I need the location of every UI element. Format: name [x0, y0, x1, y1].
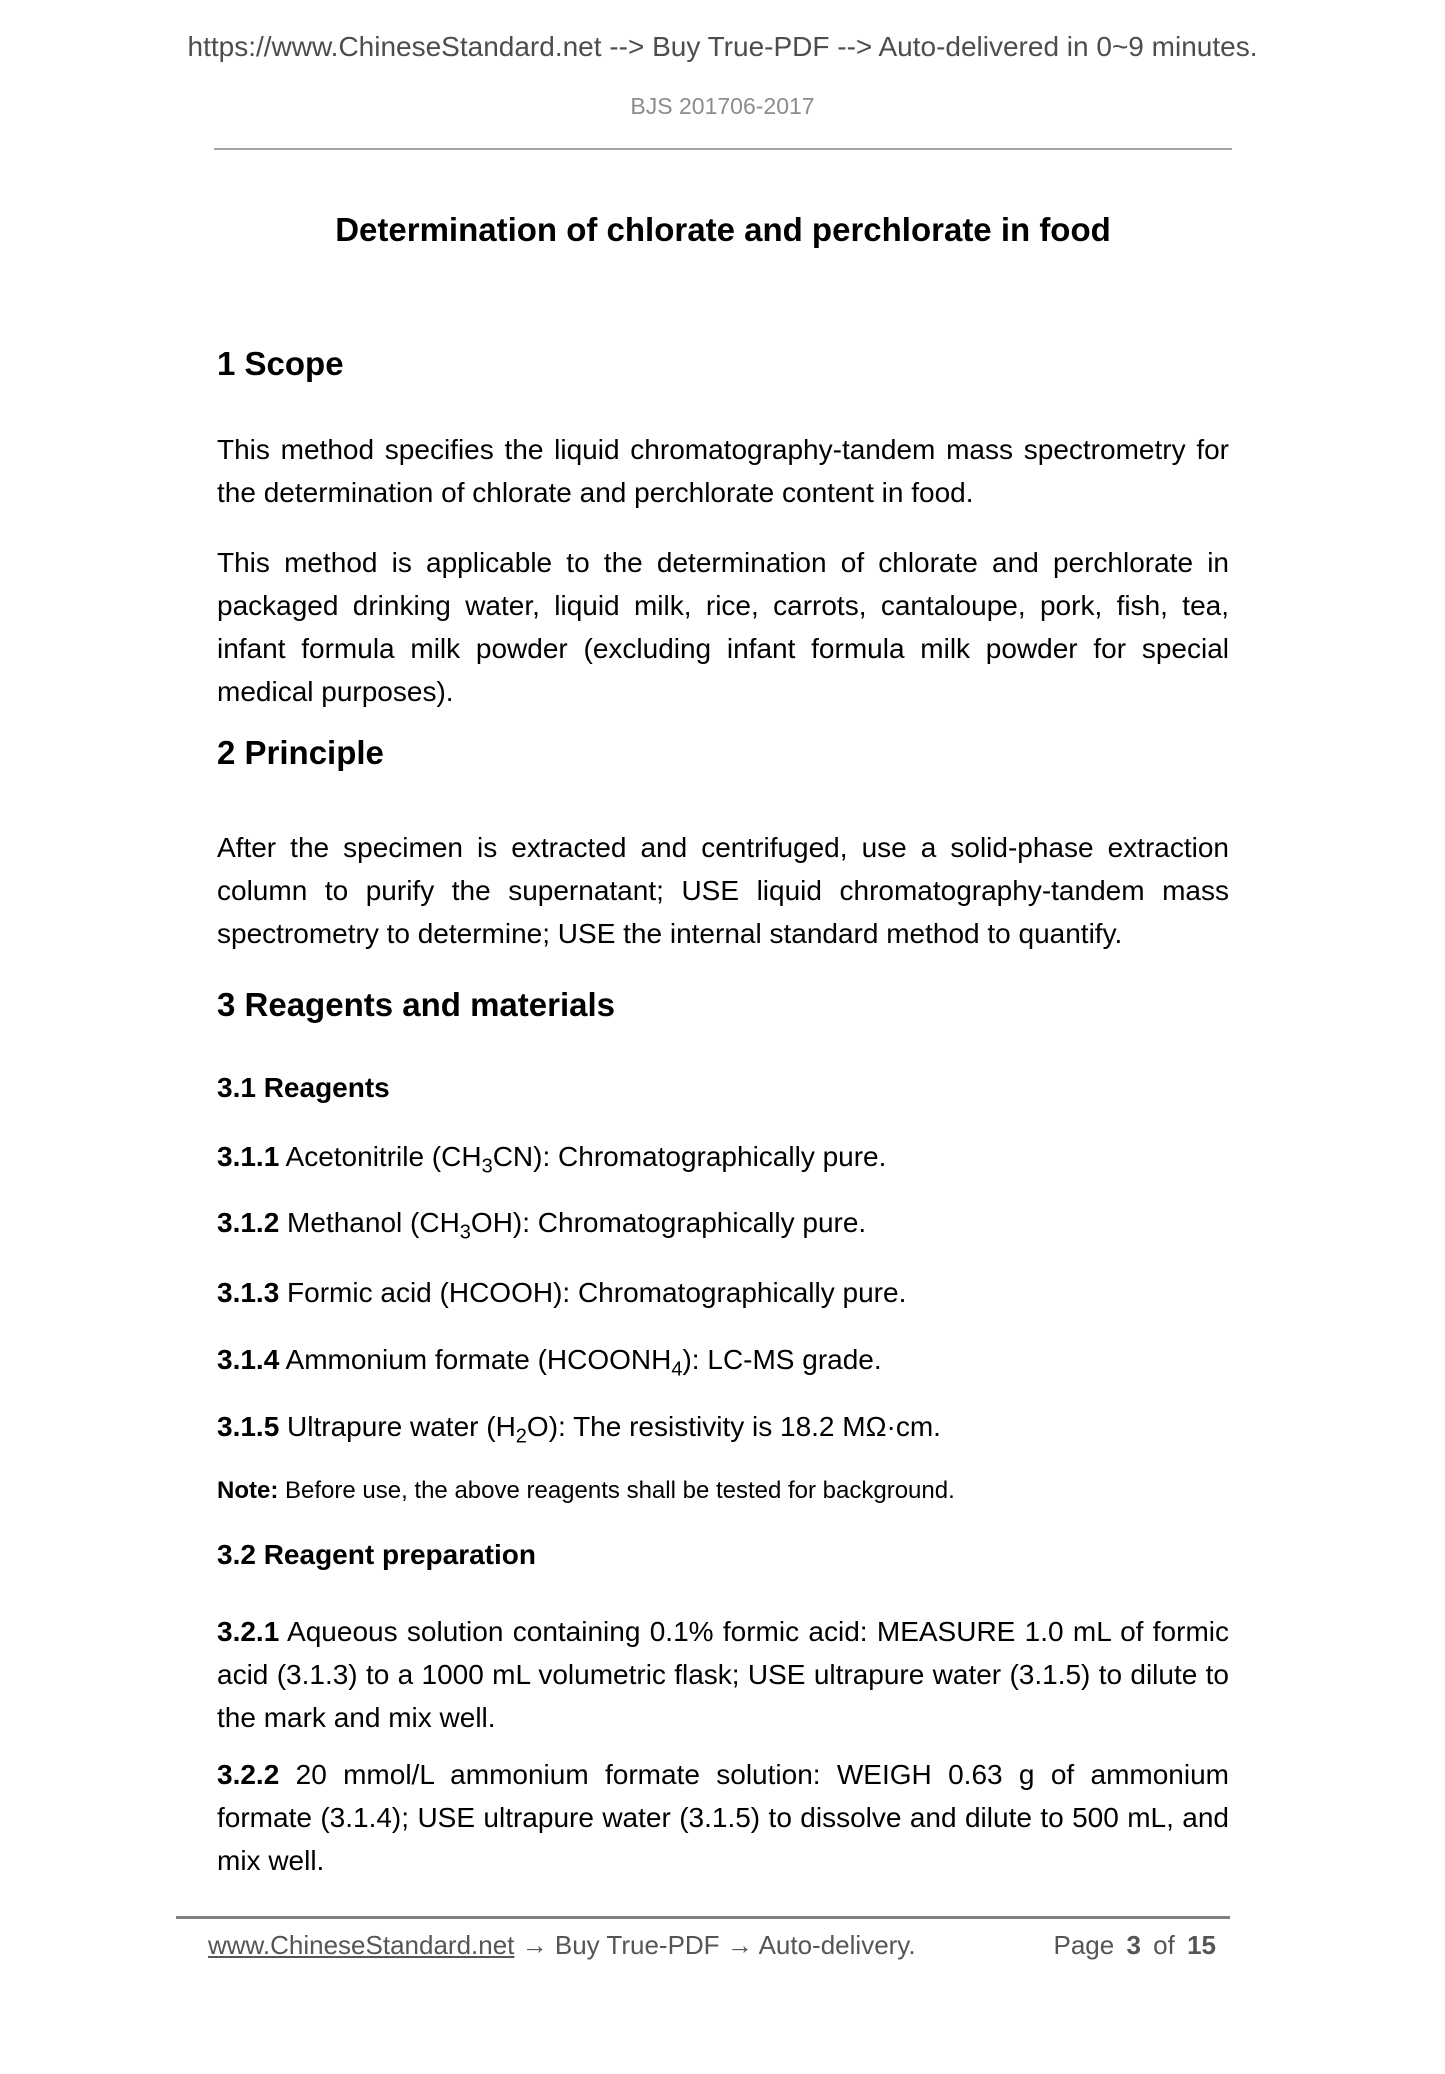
reagent-item-3-1-3	[217, 1271, 1229, 1314]
subscript: 4	[671, 1358, 683, 1381]
subscript: 3	[459, 1221, 471, 1244]
footer	[208, 1929, 1216, 1961]
note-line	[217, 1472, 1229, 1510]
reagent-text: Methanol (CH	[279, 1207, 460, 1238]
reagent-text: Acetonitrile (CH	[279, 1141, 482, 1172]
reagent-prep-subheading: 3.2 Reagent preparation	[217, 1539, 536, 1570]
reagent-number: 3.1.2	[217, 1207, 280, 1238]
prep-text: Aqueous solution containing 0.1% formic acid: MEASURE 1.0 mL of formic acid (3.1.3) to a 1000 mL volumetric flask; USE ultrapure water (3.1.5) to dilute to the mark and mix well.	[217, 1616, 1229, 1733]
note-label: Note:	[217, 1477, 279, 1504]
reagent-text: OH): Chromatographically pure.	[470, 1207, 867, 1238]
reagents-subheading: 3.1 Reagents	[217, 1072, 390, 1103]
footer-divider	[176, 1916, 1230, 1919]
reagent-item-3-1-5	[217, 1405, 1229, 1448]
subscript: 3	[481, 1155, 493, 1178]
reagent-text: Ammonium formate (HCOONH	[279, 1344, 672, 1375]
header-url-line: https://www.ChineseStandard.net --> Buy True-PDF --> Auto-delivered in 0~9 minutes.	[187, 31, 1258, 62]
reagent-text: Formic acid (HCOOH): Chromatographically pure.	[279, 1277, 907, 1308]
prep-number: 3.2.2	[217, 1759, 280, 1790]
reagent-text: Ultrapure water (H	[279, 1411, 516, 1442]
footer-left	[208, 1929, 916, 1961]
of-label: of	[1153, 1930, 1175, 1960]
footer-tail: → Buy True-PDF → Auto-delivery.	[514, 1930, 916, 1960]
page-number: 3	[1126, 1930, 1141, 1960]
reagent-text: ): LC-MS grade.	[682, 1344, 882, 1375]
scope-paragraph-1: This method specifies the liquid chromatography-tandem mass spectrometry for the determination of chlorate and perchlorate content in food.	[217, 434, 1229, 508]
reagents-heading: 3 Reagents and materials	[217, 986, 615, 1023]
page-title: Determination of chlorate and perchlorate in food	[335, 211, 1111, 248]
document-body	[217, 210, 1229, 1882]
subscript: 2	[515, 1425, 527, 1448]
footer-link[interactable]: www.ChineseStandard.net	[208, 1930, 515, 1960]
principle-paragraph: After the specimen is extracted and centrifuged, use a solid-phase extraction column to purify the supernatant; USE liquid chromatography-tandem mass spectrometry to determine; USE the internal standard method to quantify.	[217, 832, 1229, 949]
page-label: Page	[1053, 1930, 1115, 1960]
pdf-document-page	[0, 30, 1445, 2074]
prep-number: 3.2.1	[217, 1616, 280, 1647]
reagent-number: 3.1.1	[217, 1141, 280, 1172]
reagent-text: O): The resistivity is 18.2 MΩ·cm.	[526, 1411, 941, 1442]
page-total: 15	[1187, 1930, 1216, 1960]
header-divider	[214, 148, 1232, 150]
note-text: Before use, the above reagents shall be tested for background.	[278, 1477, 955, 1504]
reagent-item-3-1-2	[217, 1201, 1229, 1244]
reagent-number: 3.1.4	[217, 1344, 280, 1375]
prep-text: 20 mmol/L ammonium formate solution: WEIGH 0.63 g of ammonium formate (3.1.4); USE ultrapure water (3.1.5) to dissolve and dilute to 500 mL, and mix well.	[217, 1759, 1229, 1876]
scope-paragraph-2: This method is applicable to the determination of chlorate and perchlorate in packaged drinking water, liquid milk, rice, carrots, cantaloupe, pork, fish, tea, infant formula milk powder (excluding infant formula milk powder for special medical purposes).	[217, 547, 1229, 707]
reagent-text: CN): Chromatographically pure.	[492, 1141, 887, 1172]
prep-paragraph-3-2-1	[217, 1610, 1229, 1739]
reagent-item-3-1-1	[217, 1135, 1229, 1178]
scope-heading: 1 Scope	[217, 345, 344, 382]
document-number: BJS 201706-2017	[630, 93, 815, 119]
prep-paragraph-3-2-2	[217, 1753, 1229, 1882]
reagent-item-3-1-4	[217, 1338, 1229, 1381]
reagent-number: 3.1.5	[217, 1411, 280, 1442]
principle-heading: 2 Principle	[217, 734, 384, 771]
page-indicator	[1053, 1929, 1216, 1961]
reagent-number: 3.1.3	[217, 1277, 280, 1308]
